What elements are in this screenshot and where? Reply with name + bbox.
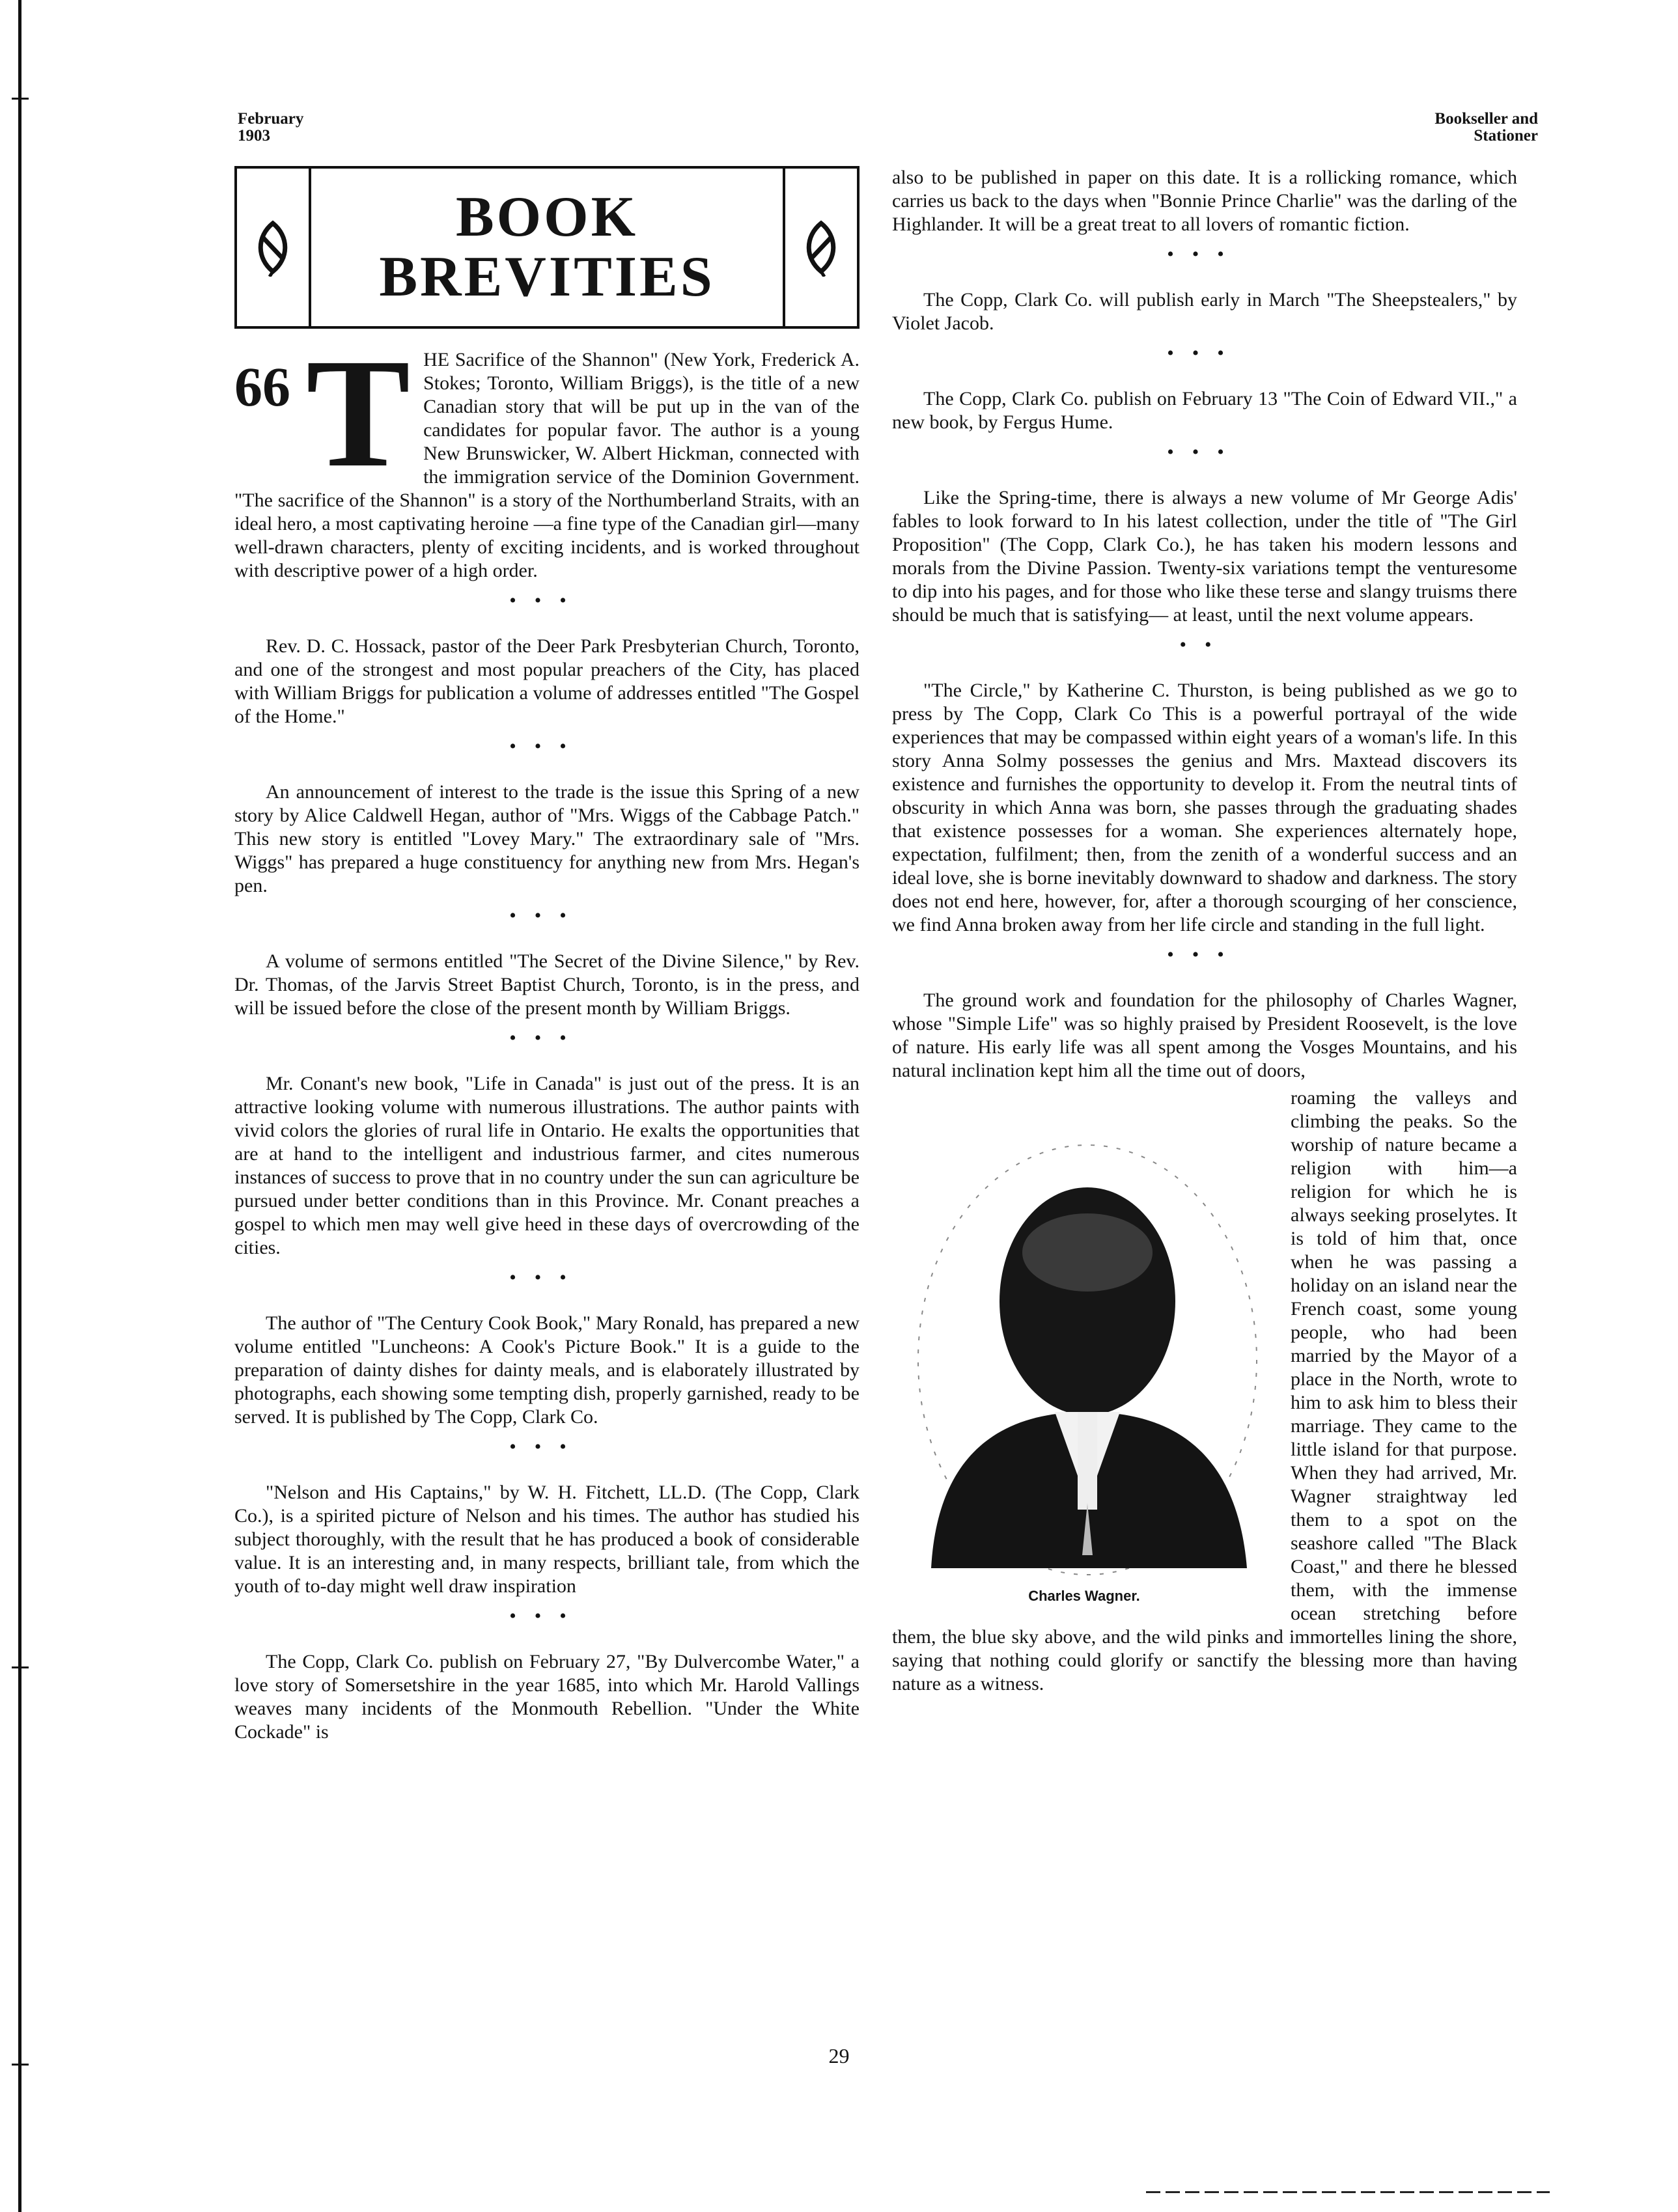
lead-item (234, 326, 860, 583)
item-paragraph: Mr. Conant's new book, "Life in Canada" is just out of the press. It is an attractive looking volume with numerous illustrations. The author paints with vivid colors the glories of rural life in Ontario. He exalts the opportunities that are at hand to the intelligent and industrious farmer, and cites numerous instances of success to prove that in no country under the sun can agriculture be pursued under better conditions than in this Province. Mr. Conant preaches a gospel to which men may well give heed in these days of overcrowding of the cities. (234, 1073, 860, 1258)
separator-dots (234, 1264, 860, 1292)
item-paragraph: Rev. D. C. Hossack, pastor of the Deer Park Presbyterian Church, Toronto, and one of the strongest and most popular preachers of the City, has placed with William Briggs for publication a volume of addresses entitled "The Gospel of the Home." (234, 635, 860, 727)
wagner-section (892, 1086, 1517, 1696)
wagner-wrap-paragraph: roaming the valleys and climbing the peaks. So the worship of nature became a religion with him—a religion for which he is always seeking proselytes. It is told of him that, once when he was passing a holiday on an island near the French coast, some young people, who had been married by the Mayor of a place in the North, wrote to him to ask him to bless their marriage. They came to the little island for that purpose. When they had arrived, Mr. Wagner straightway led them to a spot on the seashore called "The Black Coast," and there he blessed them, with the immense ocean stretching before them, the blue sky above, and the wild pinks and immortelles lining the shore, saying that nothing could glorify or sanctify the blessing more than having nature as a witness. (892, 1087, 1517, 1694)
separator-dots (234, 1602, 860, 1631)
running-head-journal-1: Bookseller and (1434, 110, 1538, 128)
portrait-figure (892, 1086, 1276, 1620)
brevity-item (892, 288, 1517, 335)
running-head-left (238, 111, 303, 145)
brevity-item (234, 1650, 860, 1744)
separator-dots (234, 1024, 860, 1053)
brevity-item (892, 989, 1517, 1083)
right-column (892, 166, 1517, 1696)
masthead-title (311, 169, 783, 326)
brevity-item (234, 1072, 860, 1260)
item-paragraph: also to be published in paper on this date. It is a rollicking romance, which carries us back to the days when "Bonnie Prince Charlie" was the darling of the Highlander. It will be a great treat to all lovers of romantic fiction. (892, 167, 1517, 235)
separator-dots (892, 438, 1517, 467)
leaf-ornament-icon (783, 169, 857, 326)
running-head-month: February (238, 110, 304, 128)
brevity-item (892, 166, 1517, 236)
brevity-item (892, 486, 1517, 627)
running-head-right (1434, 111, 1538, 145)
open-quote: 66 (234, 355, 290, 418)
masthead-title-line-2: BREVITIES (379, 245, 715, 309)
item-paragraph: The Copp, Clark Co. will publish early in March "The Sheepstealers," by Violet Jacob. (892, 289, 1517, 334)
running-head-journal-2: Stationer (1474, 127, 1538, 145)
item-paragraph: The ground work and foundation for the philosophy of Charles Wagner, whose "Simple Life" was so highly praised by President Roosevelt, is the love of nature. His early life was all spent among the Vosges Mountains, and his natural inclination kept him all the time out of doors, (892, 989, 1517, 1081)
binding-rule (16, 0, 25, 2212)
brevity-item (234, 1312, 860, 1429)
separator-dots (892, 339, 1517, 368)
charles-wagner-portrait (892, 1086, 1276, 1588)
masthead-title-line-1: BOOK (455, 186, 639, 249)
running-head-year: 1903 (238, 127, 270, 145)
masthead (234, 166, 860, 329)
bottom-rule (1146, 2191, 1550, 2193)
lead-paragraph: HE Sacrifice of the Shannon" (New York, Frederick A. Stokes; Toronto, William Briggs), is the title of a new Canadian story that will be put up in the van of the candidates for popular favor. The author is a young New Brunswicker, W. Albert Hickman, connected with the immigration service of the Dominion Government. "The sacrifice of the Shannon" is a story of the Northumberland Straits, with an ideal hero, a most captivating heroine —a fine type of the Canadian girl—many well-drawn characters, plenty of exciting incidents, and is worked throughout with descriptive power of a high order. (234, 349, 860, 581)
item-paragraph: "The Circle," by Katherine C. Thurston, is being published as we go to press by The Copp, Clark Co This is a powerful portrayal of the wide experiences that may be compassed within eight years of a woman's life. In this story Anna Solmy possesses the genius and Mrs. Maxtead discovers its existence and furnishes the opportunity to develop it. From the neutral tints of obscurity in which Anna was born, she passes through the graduating shades that existence possesses for a woman. She experiences alternately hope, expectation, fulfilment; then, from the zenith of a wonderful success and an ideal love, she is borne inevitably downward to shadow and darkness. The story does not end here, however, for, after a thorough scourging of her conscience, we find Anna broken away from her life circle and standing in the full light. (892, 680, 1517, 935)
separator-dots (234, 902, 860, 930)
separator-dots (234, 587, 860, 615)
page-number: 29 (828, 2044, 850, 2067)
left-column (234, 166, 860, 1748)
brevity-item (892, 679, 1517, 937)
item-paragraph: "Nelson and His Captains," by W. H. Fitchett, LL.D. (The Copp, Clark Co.), is a spirited picture of Nelson and his times. The author has studied his subject thoroughly, with the result that he has produced a book of considerable value. It is an interesting and, in many respects, brilliant tale, from which the youth of to-day might well draw inspiration (234, 1482, 860, 1597)
article-columns (234, 166, 1543, 2041)
separator-dots (234, 732, 860, 761)
brevity-item (234, 635, 860, 728)
item-paragraph: The Copp, Clark Co. publish on February 13 "The Coin of Edward VII.," a new book, by Fergus Hume. (892, 388, 1517, 433)
item-paragraph: The Copp, Clark Co. publish on February 27, "By Dulvercombe Water," a love story of Somersetshire in the year 1685, into which Mr. Harold Vallings weaves many incidents of the Monmouth Rebellion. "Under the White Cockade" is (234, 1651, 860, 1743)
item-paragraph: Like the Spring-time, there is always a new volume of Mr George Adis' fables to look forward to In his latest collection, under the title of "The Girl Proposition" (The Copp, Clark Co.), he has taken his modern lessons and morals from the Divine Passion. Twenty-six variations tempt the venturesome to dip into his pages, and for those who like these terse and slangy truisms there should be much that is satisfying— at least, until the next volume appears. (892, 487, 1517, 626)
brevity-item (234, 781, 860, 898)
separator-dots (892, 941, 1517, 969)
portrait-caption: Charles Wagner. (1028, 1588, 1140, 1604)
brevity-item (234, 1481, 860, 1598)
item-paragraph: The author of "The Century Cook Book," Mary Ronald, has prepared a new volume entitled "Luncheons: A Cook's Picture Book." It is a guide to the preparation of dainty dishes for dainty meals, and is elaborately illustrated by photographs, each showing some tempting dish, properly garnished, ready to be served. It is published by The Copp, Clark Co. (234, 1312, 860, 1428)
brevity-item (234, 950, 860, 1020)
item-paragraph: A volume of sermons entitled "The Secret of the Divine Silence," by Rev. Dr. Thomas, of the Jarvis Street Baptist Church, Toronto, is in the press, and will be issued before the close of the present month by William Briggs. (234, 950, 860, 1019)
item-paragraph: An announcement of interest to the trade is the issue this Spring of a new story by Alice Caldwell Hegan, author of "Mrs. Wiggs of the Cabbage Patch." This new story is entitled "Lovey Mary." The extraordinary sale of "Mrs. Wiggs" has prepared a huge constituency for anything new from Mrs. Hegan's pen. (234, 781, 860, 896)
drop-cap: T (306, 326, 411, 499)
separator-dots (892, 240, 1517, 269)
separator-dots (892, 631, 1517, 659)
brevity-item (892, 387, 1517, 434)
separator-dots (234, 1433, 860, 1461)
leaf-ornament-icon (237, 169, 311, 326)
